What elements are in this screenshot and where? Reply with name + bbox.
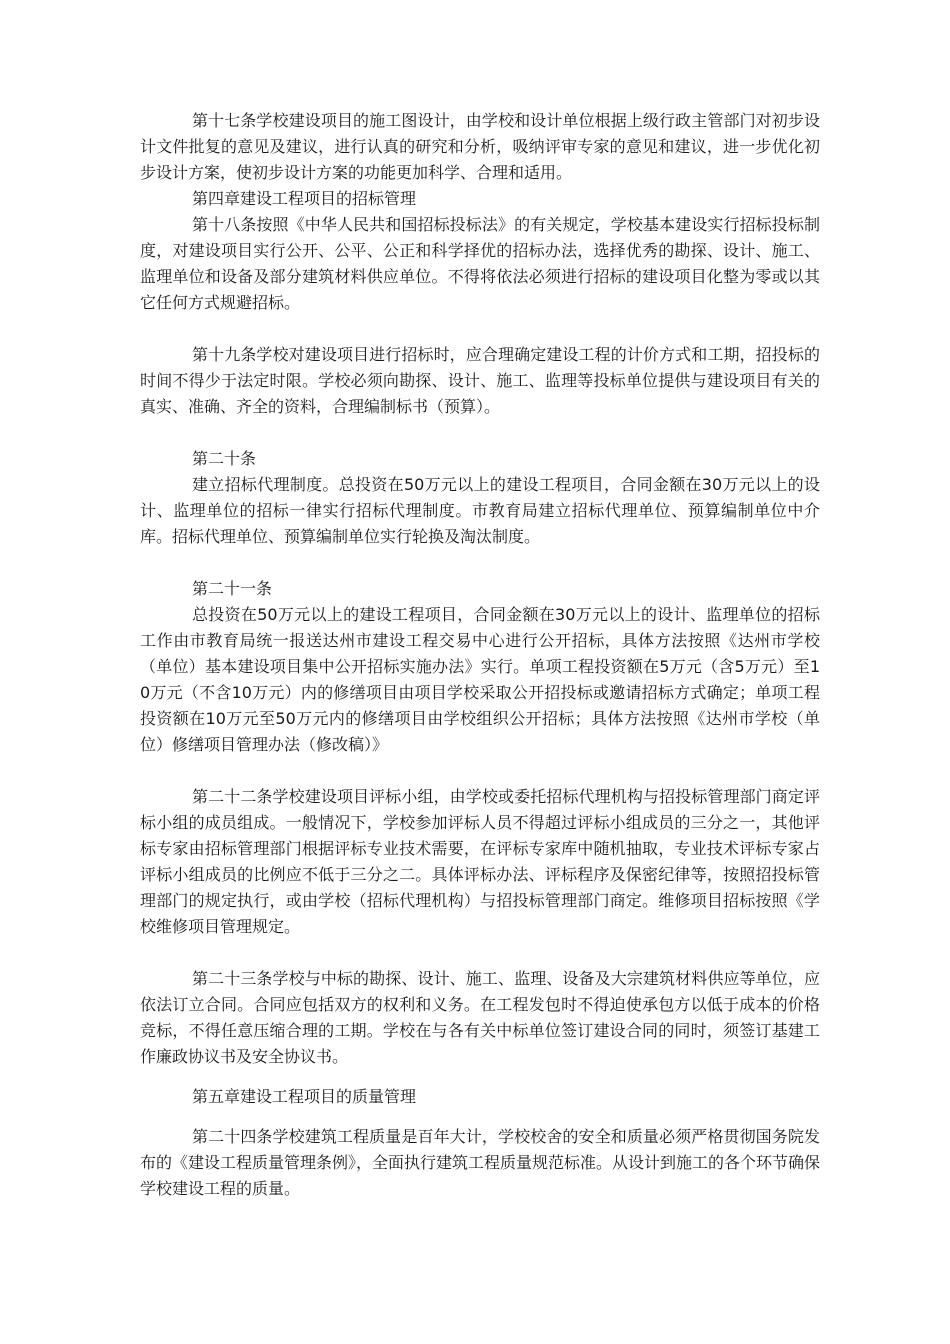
chapter-4-heading: 第四章建设工程项目的招标管理 [192, 189, 417, 208]
article-18: 第十八条按照《中华人民共和国招标投标法》的有关规定，学校基本建设实行招标投标制度，对建设项目实行公开、公平、公正和科学择优的招标办法，选择优秀的勘探、设计、施工、监理单位和设备及部分建筑材料供应单位。不得将依法必须进行招标的建设项目化整为零或以其它任何方式规避招标。 [140, 215, 820, 312]
article-19: 第十九条学校对建设项目进行招标时，应合理确定建设工程的计价方式和工期，招投标的时间不得少于法定时限。学校必须向勘探、设计、施工、监理等投标单位提供与建设项目有关的真实、准确、齐全的资料，合理编制标书（预算）。 [140, 345, 820, 416]
article-20: 建立招标代理制度。总投资在50万元以上的建设工程项目，合同金额在30万元以上的设计、监理单位的招标一律实行招标代理制度。市教育局建立招标代理单位、预算编制单位中介库。招标代理单位、预算编制单位实行轮换及淘汰制度。 [140, 475, 820, 546]
article-17: 第十七条学校建设项目的施工图设计，由学校和设计单位根据上级行政主管部门对初步设计文件批复的意见及建议，进行认真的研究和分析，吸纳评审专家的意见和建议，进一步优化初步设计方案，使初步设计方案的功能更加科学、合理和适用。 [140, 111, 820, 182]
document-body [140, 108, 820, 1202]
article-21-title: 第二十一条 [192, 579, 273, 598]
article-22: 第二十二条学校建设项目评标小组，由学校或委托招标代理机构与招投标管理部门商定评标小组的成员组成。一般情况下，学校参加评标人员不得超过评标小组成员的三分之一，其他评标专家由招标管理部门根据评标专业技术需要，在评标专家库中随机抽取，专业技术评标专家占评标小组成员的比例应不低于三分之二。具体评标办法、评标程序及保密纪律等，按照招投标管理部门的规定执行，或由学校（招标代理机构）与招投标管理部门商定。维修项目招标按照《学校维修项目管理规定。 [140, 787, 820, 936]
article-24: 第二十四条学校建筑工程质量是百年大计，学校校舍的安全和质量必须严格贯彻国务院发布的《建设工程质量管理条例》，全面执行建筑工程质量规范标准。从设计到施工的各个环节确保学校建设工程的质量。 [140, 1127, 821, 1198]
article-21: 总投资在50万元以上的建设工程项目，合同金额在30万元以上的设计、监理单位的招标工作由市教育局统一报送达州市建设工程交易中心进行公开招标，具体方法按照《达州市学校（单位）基本建设项目集中公开招标实施办法》实行。单项工程投资额在5万元（含5万元）至10万元（不含10万元）内的修缮项目由项目学校采取公开招投标或邀请招标方式确定；单项工程投资额在10万元至50万元内的修缮项目由学校组织公开招标；具体方法按照《达州市学校（单位）修缮项目管理办法（修改稿）》 [140, 605, 820, 754]
chapter-5-heading: 第五章建设工程项目的质量管理 [192, 1087, 417, 1106]
article-20-title: 第二十条 [192, 449, 257, 468]
article-23: 第二十三条学校与中标的勘探、设计、施工、监理、设备及大宗建筑材料供应等单位，应依法订立合同。合同应包括双方的权利和义务。在工程发包时不得迫使承包方以低于成本的价格竞标，不得任意压缩合理的工期。学校在与各有关中标单位签订建设合同的同时，须签订基建工作廉政协议书及安全协议书。 [140, 969, 820, 1066]
